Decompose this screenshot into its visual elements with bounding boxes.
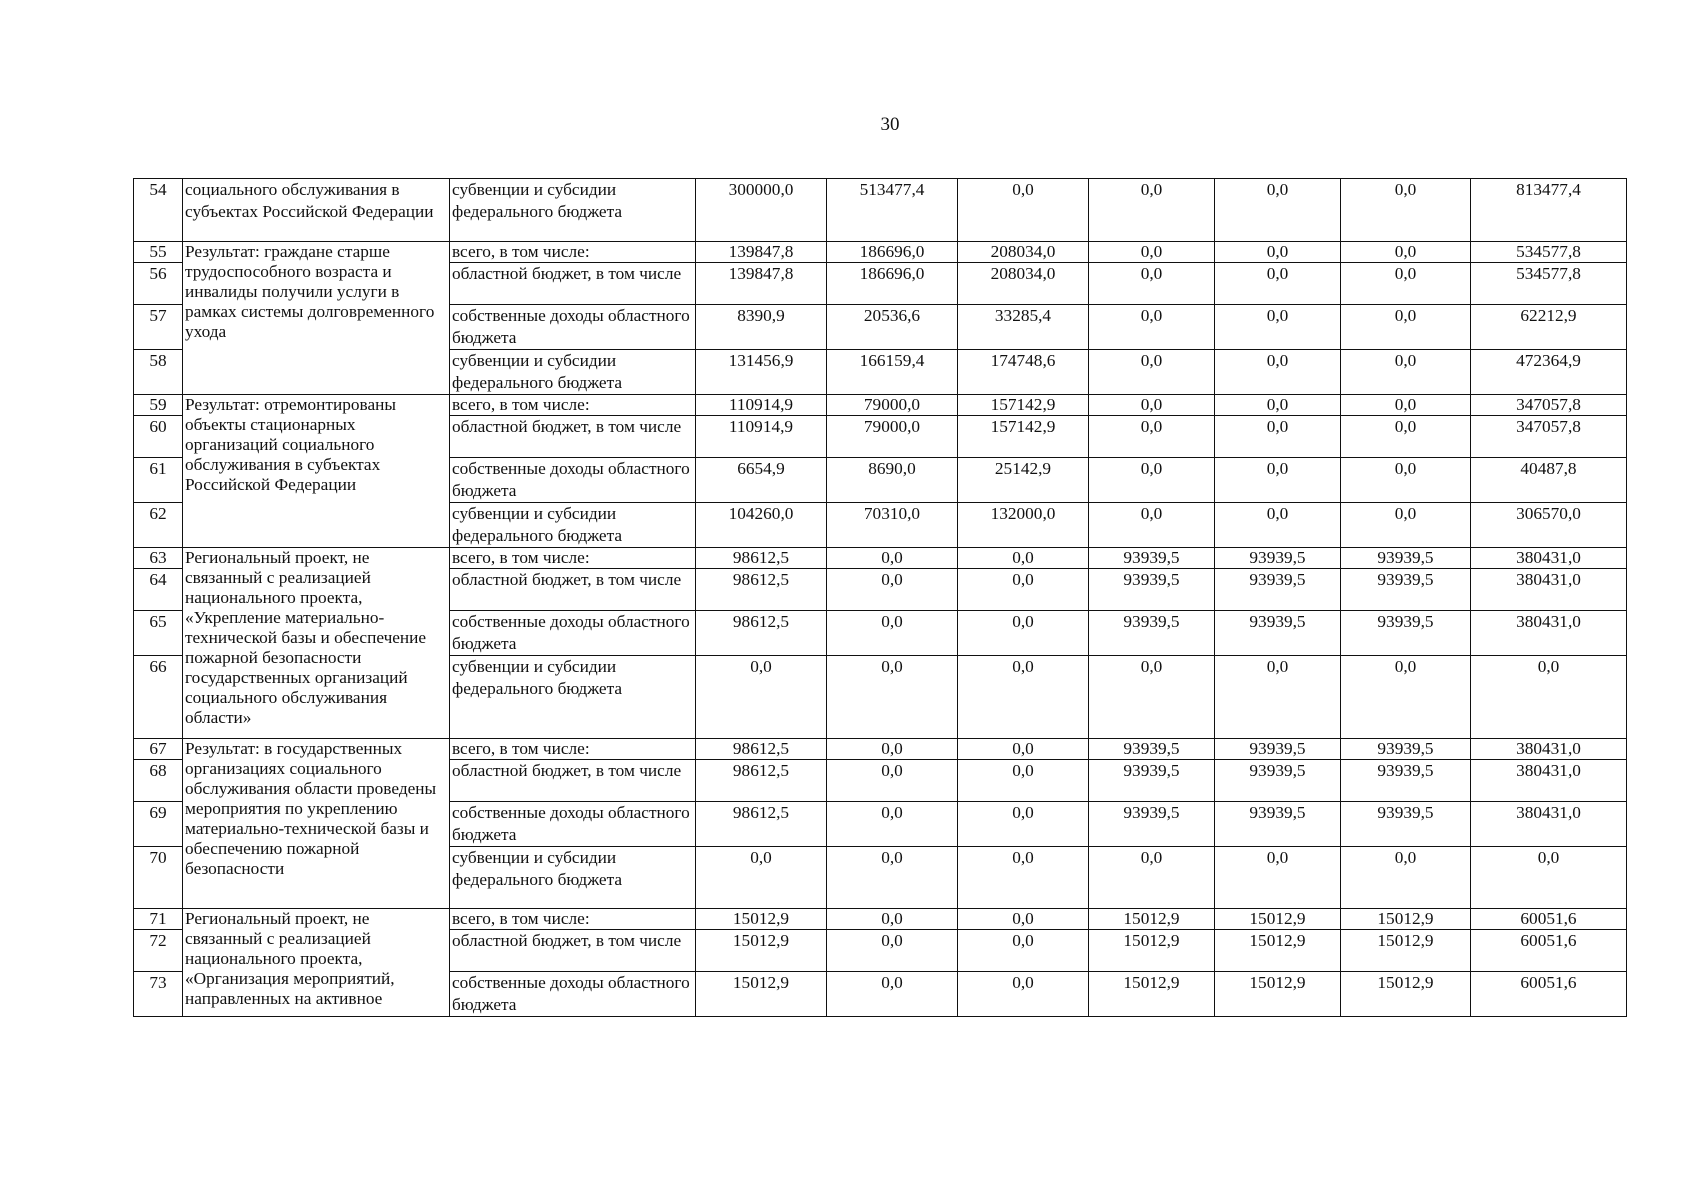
amount-value: 93939,5 xyxy=(1341,611,1471,656)
amount-value: 0,0 xyxy=(827,569,958,611)
funding-source: всего, в том числе: xyxy=(450,395,696,416)
amount-value: 15012,9 xyxy=(696,909,827,930)
amount-value: 15012,9 xyxy=(1341,909,1471,930)
item-name: социального обслуживания в субъектах Российской Федерации xyxy=(183,179,450,242)
amount-value: 93939,5 xyxy=(1341,569,1471,611)
amount-value: 0,0 xyxy=(1215,179,1341,242)
amount-value: 139847,8 xyxy=(696,242,827,263)
row-number: 58 xyxy=(134,350,183,395)
budget-table xyxy=(133,178,1627,1017)
amount-value: 93939,5 xyxy=(1089,548,1215,569)
funding-source: субвенции и субсидии федерального бюджета xyxy=(450,179,696,242)
amount-value: 0,0 xyxy=(958,760,1089,802)
amount-value: 79000,0 xyxy=(827,395,958,416)
funding-source: всего, в том числе: xyxy=(450,739,696,760)
total-value: 813477,4 xyxy=(1471,179,1627,242)
table-row xyxy=(134,739,1627,760)
amount-value: 0,0 xyxy=(1215,503,1341,548)
amount-value: 132000,0 xyxy=(958,503,1089,548)
row-number: 63 xyxy=(134,548,183,569)
amount-value: 0,0 xyxy=(827,930,958,972)
amount-value: 186696,0 xyxy=(827,263,958,305)
total-value: 380431,0 xyxy=(1471,569,1627,611)
amount-value: 0,0 xyxy=(827,847,958,909)
amount-value: 0,0 xyxy=(1341,656,1471,739)
total-value: 0,0 xyxy=(1471,847,1627,909)
total-value: 534577,8 xyxy=(1471,242,1627,263)
total-value: 60051,6 xyxy=(1471,909,1627,930)
amount-value: 110914,9 xyxy=(696,395,827,416)
row-number: 60 xyxy=(134,416,183,458)
total-value: 62212,9 xyxy=(1471,305,1627,350)
amount-value: 0,0 xyxy=(958,656,1089,739)
total-value: 380431,0 xyxy=(1471,802,1627,847)
amount-value: 0,0 xyxy=(1341,458,1471,503)
amount-value: 20536,6 xyxy=(827,305,958,350)
amount-value: 93939,5 xyxy=(1341,760,1471,802)
amount-value: 0,0 xyxy=(1341,847,1471,909)
table-row xyxy=(134,909,1627,930)
item-name: Результат: граждане старше трудоспособного возраста и инвалиды получили услуги в рамках системы долговременного ухода xyxy=(183,242,450,395)
amount-value: 0,0 xyxy=(958,802,1089,847)
funding-source: собственные доходы областного бюджета xyxy=(450,972,696,1017)
amount-value: 0,0 xyxy=(1215,242,1341,263)
funding-source: собственные доходы областного бюджета xyxy=(450,458,696,503)
amount-value: 93939,5 xyxy=(1215,611,1341,656)
row-number: 62 xyxy=(134,503,183,548)
funding-source: областной бюджет, в том числе xyxy=(450,930,696,972)
amount-value: 0,0 xyxy=(827,739,958,760)
amount-value: 93939,5 xyxy=(1341,802,1471,847)
amount-value: 0,0 xyxy=(1215,847,1341,909)
amount-value: 0,0 xyxy=(1089,305,1215,350)
amount-value: 15012,9 xyxy=(1089,972,1215,1017)
amount-value: 93939,5 xyxy=(1215,802,1341,847)
amount-value: 0,0 xyxy=(1089,263,1215,305)
amount-value: 300000,0 xyxy=(696,179,827,242)
amount-value: 93939,5 xyxy=(1089,739,1215,760)
amount-value: 0,0 xyxy=(1089,179,1215,242)
amount-value: 70310,0 xyxy=(827,503,958,548)
amount-value: 0,0 xyxy=(696,656,827,739)
amount-value: 0,0 xyxy=(958,972,1089,1017)
amount-value: 8690,0 xyxy=(827,458,958,503)
row-number: 54 xyxy=(134,179,183,242)
amount-value: 15012,9 xyxy=(1215,972,1341,1017)
row-number: 71 xyxy=(134,909,183,930)
funding-source: субвенции и субсидии федерального бюджета xyxy=(450,503,696,548)
amount-value: 0,0 xyxy=(1215,656,1341,739)
row-number: 65 xyxy=(134,611,183,656)
funding-source: всего, в том числе: xyxy=(450,909,696,930)
amount-value: 0,0 xyxy=(1089,242,1215,263)
amount-value: 0,0 xyxy=(1215,395,1341,416)
amount-value: 0,0 xyxy=(1215,416,1341,458)
row-number: 55 xyxy=(134,242,183,263)
row-number: 69 xyxy=(134,802,183,847)
total-value: 380431,0 xyxy=(1471,548,1627,569)
amount-value: 166159,4 xyxy=(827,350,958,395)
funding-source: субвенции и субсидии федерального бюджета xyxy=(450,350,696,395)
amount-value: 15012,9 xyxy=(696,930,827,972)
row-number: 56 xyxy=(134,263,183,305)
row-number: 59 xyxy=(134,395,183,416)
amount-value: 0,0 xyxy=(1215,263,1341,305)
total-value: 306570,0 xyxy=(1471,503,1627,548)
amount-value: 104260,0 xyxy=(696,503,827,548)
amount-value: 0,0 xyxy=(1089,395,1215,416)
item-name: Региональный проект, не связанный с реализацией национального проекта, «Организация мероприятий, направленных на активное xyxy=(183,909,450,1017)
funding-source: собственные доходы областного бюджета xyxy=(450,305,696,350)
amount-value: 139847,8 xyxy=(696,263,827,305)
amount-value: 208034,0 xyxy=(958,242,1089,263)
amount-value: 93939,5 xyxy=(1341,739,1471,760)
row-number: 61 xyxy=(134,458,183,503)
amount-value: 0,0 xyxy=(1341,305,1471,350)
amount-value: 98612,5 xyxy=(696,548,827,569)
row-number: 66 xyxy=(134,656,183,739)
funding-source: собственные доходы областного бюджета xyxy=(450,802,696,847)
amount-value: 0,0 xyxy=(958,569,1089,611)
amount-value: 8390,9 xyxy=(696,305,827,350)
amount-value: 0,0 xyxy=(1089,458,1215,503)
amount-value: 186696,0 xyxy=(827,242,958,263)
amount-value: 93939,5 xyxy=(1215,569,1341,611)
funding-source: областной бюджет, в том числе xyxy=(450,416,696,458)
amount-value: 0,0 xyxy=(827,656,958,739)
total-value: 0,0 xyxy=(1471,656,1627,739)
funding-source: областной бюджет, в том числе xyxy=(450,760,696,802)
amount-value: 0,0 xyxy=(1089,503,1215,548)
amount-value: 0,0 xyxy=(827,909,958,930)
total-value: 534577,8 xyxy=(1471,263,1627,305)
amount-value: 0,0 xyxy=(1341,503,1471,548)
amount-value: 157142,9 xyxy=(958,395,1089,416)
table-row xyxy=(134,395,1627,416)
amount-value: 15012,9 xyxy=(1341,930,1471,972)
amount-value: 15012,9 xyxy=(696,972,827,1017)
table-body xyxy=(134,179,1627,1017)
amount-value: 0,0 xyxy=(696,847,827,909)
amount-value: 0,0 xyxy=(1215,305,1341,350)
amount-value: 0,0 xyxy=(958,179,1089,242)
amount-value: 157142,9 xyxy=(958,416,1089,458)
amount-value: 98612,5 xyxy=(696,802,827,847)
amount-value: 98612,5 xyxy=(696,760,827,802)
total-value: 380431,0 xyxy=(1471,739,1627,760)
amount-value: 98612,5 xyxy=(696,611,827,656)
amount-value: 93939,5 xyxy=(1215,760,1341,802)
row-number: 67 xyxy=(134,739,183,760)
amount-value: 15012,9 xyxy=(1341,972,1471,1017)
funding-source: всего, в том числе: xyxy=(450,242,696,263)
total-value: 380431,0 xyxy=(1471,611,1627,656)
table-row xyxy=(134,179,1627,242)
amount-value: 98612,5 xyxy=(696,569,827,611)
total-value: 347057,8 xyxy=(1471,395,1627,416)
table-row xyxy=(134,242,1627,263)
amount-value: 0,0 xyxy=(958,847,1089,909)
amount-value: 15012,9 xyxy=(1089,909,1215,930)
amount-value: 0,0 xyxy=(827,548,958,569)
amount-value: 0,0 xyxy=(1215,458,1341,503)
total-value: 380431,0 xyxy=(1471,760,1627,802)
total-value: 60051,6 xyxy=(1471,972,1627,1017)
funding-source: собственные доходы областного бюджета xyxy=(450,611,696,656)
amount-value: 0,0 xyxy=(827,760,958,802)
table-row xyxy=(134,548,1627,569)
amount-value: 0,0 xyxy=(1089,656,1215,739)
total-value: 472364,9 xyxy=(1471,350,1627,395)
amount-value: 93939,5 xyxy=(1215,739,1341,760)
amount-value: 79000,0 xyxy=(827,416,958,458)
amount-value: 25142,9 xyxy=(958,458,1089,503)
amount-value: 0,0 xyxy=(827,611,958,656)
row-number: 72 xyxy=(134,930,183,972)
funding-source: субвенции и субсидии федерального бюджета xyxy=(450,656,696,739)
item-name: Результат: отремонтированы объекты стационарных организаций социального обслуживания в субъектах Российской Федерации xyxy=(183,395,450,548)
row-number: 57 xyxy=(134,305,183,350)
total-value: 40487,8 xyxy=(1471,458,1627,503)
page-number: 30 xyxy=(880,114,900,135)
amount-value: 93939,5 xyxy=(1215,548,1341,569)
funding-source: субвенции и субсидии федерального бюджета xyxy=(450,847,696,909)
amount-value: 0,0 xyxy=(1341,242,1471,263)
row-number: 73 xyxy=(134,972,183,1017)
amount-value: 93939,5 xyxy=(1341,548,1471,569)
amount-value: 0,0 xyxy=(1341,263,1471,305)
amount-value: 131456,9 xyxy=(696,350,827,395)
amount-value: 0,0 xyxy=(958,739,1089,760)
funding-source: областной бюджет, в том числе xyxy=(450,263,696,305)
amount-value: 0,0 xyxy=(958,930,1089,972)
amount-value: 0,0 xyxy=(1341,179,1471,242)
amount-value: 15012,9 xyxy=(1215,909,1341,930)
amount-value: 98612,5 xyxy=(696,739,827,760)
amount-value: 93939,5 xyxy=(1089,569,1215,611)
amount-value: 174748,6 xyxy=(958,350,1089,395)
amount-value: 0,0 xyxy=(1341,395,1471,416)
item-name: Результат: в государственных организациях социального обслуживания области проведены мероприятия по укреплению материально-технической базы и обеспечению пожарной безопасности xyxy=(183,739,450,909)
amount-value: 0,0 xyxy=(1089,350,1215,395)
total-value: 347057,8 xyxy=(1471,416,1627,458)
amount-value: 93939,5 xyxy=(1089,760,1215,802)
amount-value: 93939,5 xyxy=(1089,802,1215,847)
amount-value: 0,0 xyxy=(1089,847,1215,909)
amount-value: 15012,9 xyxy=(1089,930,1215,972)
amount-value: 93939,5 xyxy=(1089,611,1215,656)
amount-value: 110914,9 xyxy=(696,416,827,458)
amount-value: 0,0 xyxy=(827,972,958,1017)
amount-value: 0,0 xyxy=(1341,350,1471,395)
funding-source: областной бюджет, в том числе xyxy=(450,569,696,611)
amount-value: 15012,9 xyxy=(1215,930,1341,972)
row-number: 68 xyxy=(134,760,183,802)
amount-value: 33285,4 xyxy=(958,305,1089,350)
amount-value: 0,0 xyxy=(958,611,1089,656)
row-number: 64 xyxy=(134,569,183,611)
total-value: 60051,6 xyxy=(1471,930,1627,972)
amount-value: 6654,9 xyxy=(696,458,827,503)
amount-value: 0,0 xyxy=(1341,416,1471,458)
funding-source: всего, в том числе: xyxy=(450,548,696,569)
amount-value: 208034,0 xyxy=(958,263,1089,305)
amount-value: 0,0 xyxy=(958,909,1089,930)
amount-value: 0,0 xyxy=(1089,416,1215,458)
item-name: Региональный проект, не связанный с реализацией национального проекта, «Укрепление материально-технической базы и обеспечение пожарной безопасности государственных организаций социального обслуживания области» xyxy=(183,548,450,739)
amount-value: 0,0 xyxy=(1215,350,1341,395)
row-number: 70 xyxy=(134,847,183,909)
amount-value: 0,0 xyxy=(827,802,958,847)
amount-value: 513477,4 xyxy=(827,179,958,242)
amount-value: 0,0 xyxy=(958,548,1089,569)
